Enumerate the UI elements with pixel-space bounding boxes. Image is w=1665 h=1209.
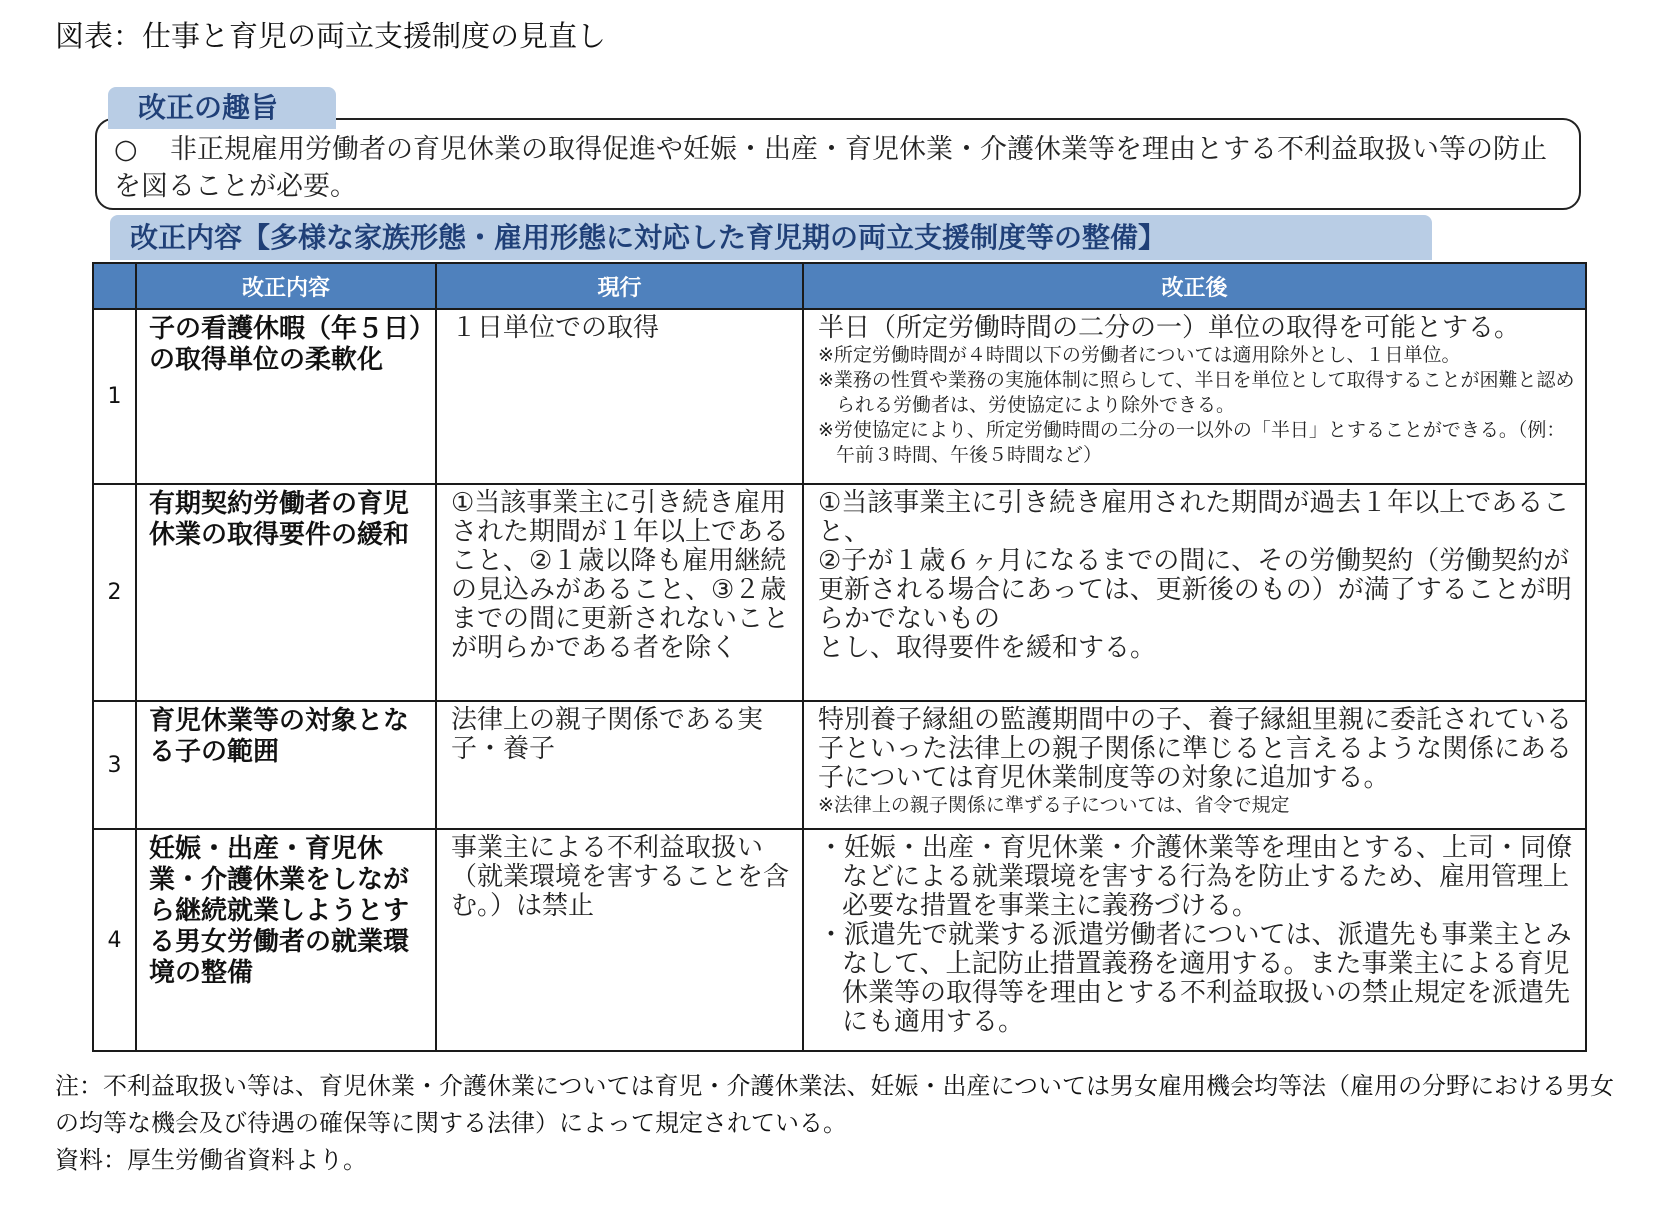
figure-title: 図表：仕事と育児の両立支援制度の見直し bbox=[55, 19, 607, 53]
revised-line: とし、取得要件を緩和する。 bbox=[818, 633, 1157, 663]
reform-item: 育児休業等の対象となる子の範囲 bbox=[136, 701, 436, 829]
header-current: 現行 bbox=[436, 263, 803, 309]
row-number: 3 bbox=[93, 701, 136, 829]
current-rule: ①当該事業主に引き続き雇用された期間が１年以上であること、②１歳以降も雇用継続の見込みがあること、③２歳までの間に更新されないことが明らかである者を除く bbox=[436, 484, 803, 701]
reform-item: 子の看護休暇（年５日）の取得単位の柔軟化 bbox=[136, 309, 436, 484]
current-rule: 事業主による不利益取扱い（就業環境を害することを含む。）は禁止 bbox=[436, 829, 803, 1051]
purpose-statement: 非正規雇用労働者の育児休業の取得促進や妊娠・出産・育児休業・介護休業等を理由とする不利益取扱い等の防止を図ることが必要。 bbox=[114, 134, 1547, 202]
footnote-note: 注：不利益取扱い等は、育児休業・介護休業については育児・介護休業法、妊娠・出産については男女雇用機会均等法（雇用の分野における男女の均等な機会及び待遇の確保等に関する法律）によって規定されている。 bbox=[55, 1072, 1615, 1137]
circle-bullet-icon: ○ bbox=[114, 134, 138, 165]
revised-rule bbox=[803, 484, 1586, 701]
table-row bbox=[93, 701, 1586, 829]
revised-rule bbox=[803, 309, 1586, 484]
revised-rule bbox=[803, 829, 1586, 1051]
revised-bullet: ・妊娠・出産・育児休業・介護休業等を理由とする、上司・同僚などによる就業環境を害する行為を防止するため、雇用管理上必要な措置を事業主に義務づける。 bbox=[818, 833, 1573, 921]
current-rule: 法律上の親子関係である実子・養子 bbox=[436, 701, 803, 829]
reform-item: 妊娠・出産・育児休業・介護休業をしながら継続就業しようとする男女労働者の就業環境の整備 bbox=[136, 829, 436, 1051]
table-row bbox=[93, 484, 1586, 701]
revised-note: ※所定労働時間が４時間以下の労働者については適用除外とし、１日単位。 bbox=[818, 344, 1461, 366]
revised-main: 半日（所定労働時間の二分の一）単位の取得を可能とする。 bbox=[818, 313, 1521, 343]
footnote-source: 資料：厚生労働省資料より。 bbox=[55, 1146, 367, 1174]
revised-bullet: ・派遣先で就業する派遣労働者については、派遣先も事業主とみなして、上記防止措置義務を適用する。また事業主による育児休業等の取得等を理由とする不利益取扱いの禁止規定を派遣先にも適用する。 bbox=[818, 920, 1572, 1037]
revised-note: ※法律上の親子関係に準ずる子については、省令で規定 bbox=[818, 794, 1290, 816]
reform-content-banner: 改正内容【多様な家族形態・雇用形態に対応した育児期の両立支援制度等の整備】 bbox=[110, 215, 1432, 260]
table-row bbox=[93, 829, 1586, 1051]
revised-line: ①当該事業主に引き続き雇用された期間が過去１年以上であること、 bbox=[818, 488, 1570, 547]
revised-rule bbox=[803, 701, 1586, 829]
row-number: 1 bbox=[93, 309, 136, 484]
revised-note: ※業務の性質や業務の実施体制に照らして、半日を単位として取得することが困難と認められる労働者は、労使協定により除外できる。 bbox=[818, 369, 1575, 416]
row-number: 4 bbox=[93, 829, 136, 1051]
header-revised: 改正後 bbox=[803, 263, 1586, 309]
revised-main: 特別養子縁組の監護期間中の子、養子縁組里親に委託されている子といった法律上の親子関係に準じると言えるような関係にある子については育児休業制度等の対象に追加する。 bbox=[818, 705, 1573, 793]
purpose-tab-label: 改正の趣旨 bbox=[108, 87, 336, 129]
reform-item: 有期契約労働者の育児休業の取得要件の緩和 bbox=[136, 484, 436, 701]
header-num bbox=[93, 263, 136, 309]
table-row bbox=[93, 309, 1586, 484]
footnotes bbox=[55, 1068, 1615, 1179]
header-reform-item: 改正内容 bbox=[136, 263, 436, 309]
current-rule: １日単位での取得 bbox=[436, 309, 803, 484]
revised-note: ※労使協定により、所定労働時間の二分の一以外の「半日」とすることができる。（例：午前３時間、午後５時間など） bbox=[818, 419, 1566, 466]
table-header-row bbox=[93, 263, 1586, 309]
reform-table bbox=[92, 262, 1587, 1052]
revised-line: ②子が１歳６ヶ月になるまでの間に、その労働契約（労働契約が更新される場合にあっては、更新後のもの）が満了することが明らかでないもの bbox=[818, 546, 1572, 634]
purpose-text bbox=[114, 131, 1554, 205]
row-number: 2 bbox=[93, 484, 136, 701]
